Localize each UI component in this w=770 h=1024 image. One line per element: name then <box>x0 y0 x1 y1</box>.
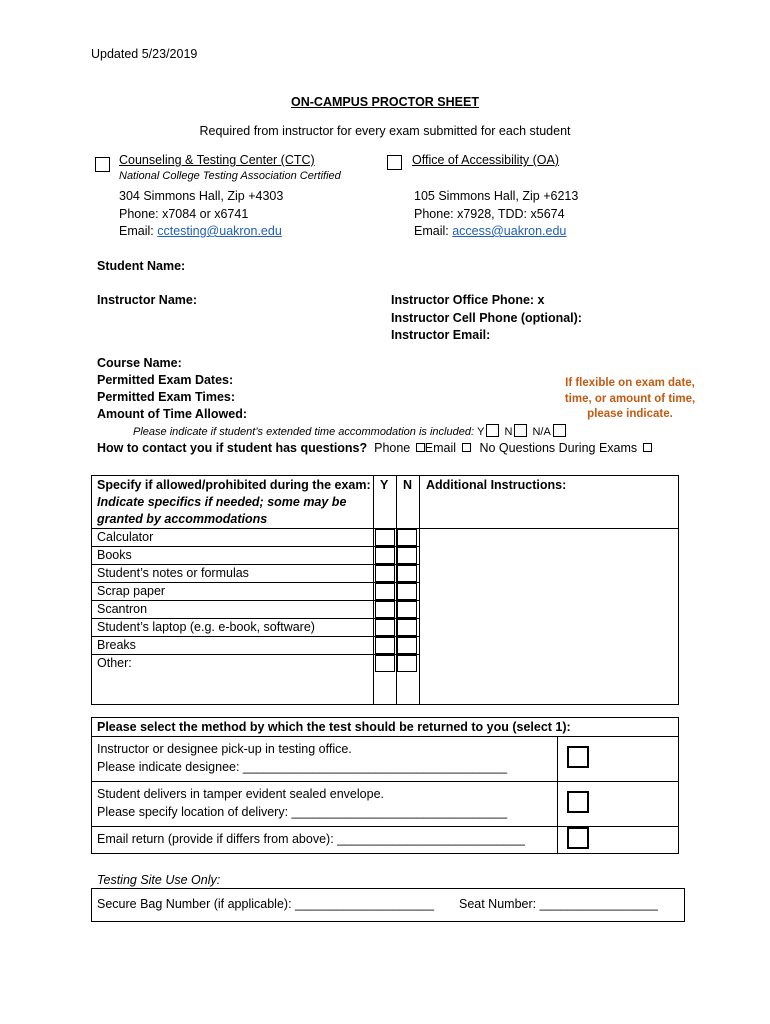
extended-na-label: N/A <box>532 426 551 438</box>
extended-na-checkbox[interactable] <box>553 424 566 437</box>
allowed-item: Books <box>97 548 132 562</box>
table-divider <box>91 582 419 583</box>
ctc-email-label: Email: <box>119 224 154 238</box>
allowed-item: Scrap paper <box>97 584 166 598</box>
table-divider <box>91 636 419 637</box>
office-phone-label: Instructor Office Phone: x <box>391 293 545 307</box>
oa-address: 105 Simmons Hall, Zip +6213 <box>414 189 579 203</box>
y-checkbox[interactable] <box>375 529 395 546</box>
table-divider <box>557 736 558 854</box>
flexible-note <box>555 376 705 423</box>
student-name-label: Student Name: <box>97 259 186 273</box>
table-divider <box>91 564 419 565</box>
allowed-item: Breaks <box>97 638 136 652</box>
course-name-label: Course Name: <box>97 356 182 370</box>
table-divider <box>419 475 420 705</box>
n-checkbox[interactable] <box>397 583 417 600</box>
return-opt1-line2: Please indicate designee: ______________________________________ <box>97 760 508 774</box>
additional-instructions-header: Additional Instructions: <box>426 478 567 492</box>
extended-n-checkbox[interactable] <box>514 424 527 437</box>
extended-time-text: Please indicate if student’s extended time accommodation is included: <box>133 426 474 438</box>
table-divider <box>91 654 419 655</box>
allowed-item: Student’s laptop (e.g. e-book, software) <box>97 620 315 634</box>
updated-date: Updated 5/23/2019 <box>91 47 198 61</box>
extended-time-row <box>133 424 568 438</box>
flexible-note-line: If flexible on exam date, <box>565 377 695 389</box>
contact-row <box>97 441 654 455</box>
allowed-header-line3: granted by accommodations <box>97 512 268 526</box>
y-checkbox[interactable] <box>375 655 395 672</box>
table-divider <box>91 826 679 827</box>
testing-site-label: Testing Site Use Only: <box>97 873 221 887</box>
y-checkbox[interactable] <box>375 547 395 564</box>
allowed-item: Scantron <box>97 602 148 616</box>
contact-email-label: Email <box>424 441 457 455</box>
y-checkbox[interactable] <box>375 637 395 654</box>
extended-y-checkbox[interactable] <box>486 424 499 437</box>
allowed-header-line2: Indicate specifics if needed; some may be <box>97 495 347 509</box>
extended-y-label: Y <box>477 426 485 438</box>
return-opt3: Email return (provide if differs from above): ___________________________ <box>97 832 525 846</box>
table-divider <box>373 475 374 705</box>
allowed-item: Student’s notes or formulas <box>97 566 249 580</box>
cell-phone-label: Instructor Cell Phone (optional): <box>391 311 582 325</box>
ctc-name: Counseling & Testing Center (CTC) <box>119 153 315 167</box>
exam-times-label: Permitted Exam Times: <box>97 390 236 404</box>
return-opt1-checkbox[interactable] <box>567 746 589 768</box>
allowed-item: Other: <box>97 656 132 670</box>
contact-none-label: No Questions During Exams <box>479 441 638 455</box>
y-checkbox[interactable] <box>375 619 395 636</box>
y-checkbox[interactable] <box>375 583 395 600</box>
n-checkbox[interactable] <box>397 529 417 546</box>
n-checkbox[interactable] <box>397 637 417 654</box>
n-checkbox[interactable] <box>397 619 417 636</box>
oa-phone: Phone: x7928, TDD: x5674 <box>414 207 565 221</box>
oa-name: Office of Accessibility (OA) <box>412 153 560 167</box>
page-subtitle: Required from instructor for every exam submitted for each student <box>199 124 571 138</box>
return-opt2-line1: Student delivers in tamper evident sealed envelope. <box>97 787 384 801</box>
table-divider <box>91 736 679 737</box>
seat-number: Seat Number: _________________ <box>459 897 658 911</box>
return-header: Please select the method by which the test should be returned to you (select 1): <box>97 720 571 734</box>
time-allowed-label: Amount of Time Allowed: <box>97 407 247 421</box>
n-checkbox[interactable] <box>397 547 417 564</box>
exam-dates-label: Permitted Exam Dates: <box>97 373 234 387</box>
oa-checkbox[interactable] <box>387 155 402 170</box>
oa-email-label: Email: <box>414 224 449 238</box>
table-divider <box>91 546 419 547</box>
n-checkbox[interactable] <box>397 655 417 672</box>
table-divider <box>91 600 419 601</box>
ctc-certification: National College Testing Association Certified <box>119 170 341 182</box>
ctc-checkbox[interactable] <box>95 157 110 172</box>
secure-bag-number: Secure Bag Number (if applicable): ____________________ <box>97 897 435 911</box>
contact-question: How to contact you if student has questions? <box>97 441 368 455</box>
col-y-header: Y <box>380 478 389 492</box>
allowed-header-line1: Specify if allowed/prohibited during the exam: <box>97 478 371 492</box>
contact-phone-label: Phone <box>374 441 411 455</box>
flexible-note-line: time, or amount of time, <box>564 392 696 405</box>
allowed-item: Calculator <box>97 530 154 544</box>
instructor-email-label: Instructor Email: <box>391 328 491 342</box>
contact-phone-checkbox[interactable] <box>416 443 425 452</box>
extended-n-label: N <box>504 426 513 438</box>
oa-email-row <box>414 224 566 238</box>
contact-email-checkbox[interactable] <box>462 443 471 452</box>
table-divider <box>91 781 679 782</box>
ctc-phone: Phone: x7084 or x6741 <box>119 207 249 221</box>
return-opt2-checkbox[interactable] <box>567 791 589 813</box>
n-checkbox[interactable] <box>397 565 417 582</box>
return-opt3-checkbox[interactable] <box>567 827 589 849</box>
ctc-email-link[interactable]: cctesting@uakron.edu <box>157 224 282 238</box>
y-checkbox[interactable] <box>375 565 395 582</box>
n-checkbox[interactable] <box>397 601 417 618</box>
contact-none-checkbox[interactable] <box>643 443 652 452</box>
y-checkbox[interactable] <box>375 601 395 618</box>
col-n-header: N <box>403 478 413 492</box>
ctc-email-row <box>119 224 282 238</box>
page-title: ON-CAMPUS PROCTOR SHEET <box>291 95 479 109</box>
return-opt1-line1: Instructor or designee pick-up in testing office. <box>97 742 352 756</box>
ctc-address: 304 Simmons Hall, Zip +4303 <box>119 189 284 203</box>
return-opt2-line2: Please specify location of delivery: _______________________________ <box>97 805 508 819</box>
flexible-note-line: please indicate. <box>587 408 673 420</box>
instructor-name-label: Instructor Name: <box>97 293 198 307</box>
table-divider <box>91 618 419 619</box>
oa-email-link[interactable]: access@uakron.edu <box>452 224 567 238</box>
